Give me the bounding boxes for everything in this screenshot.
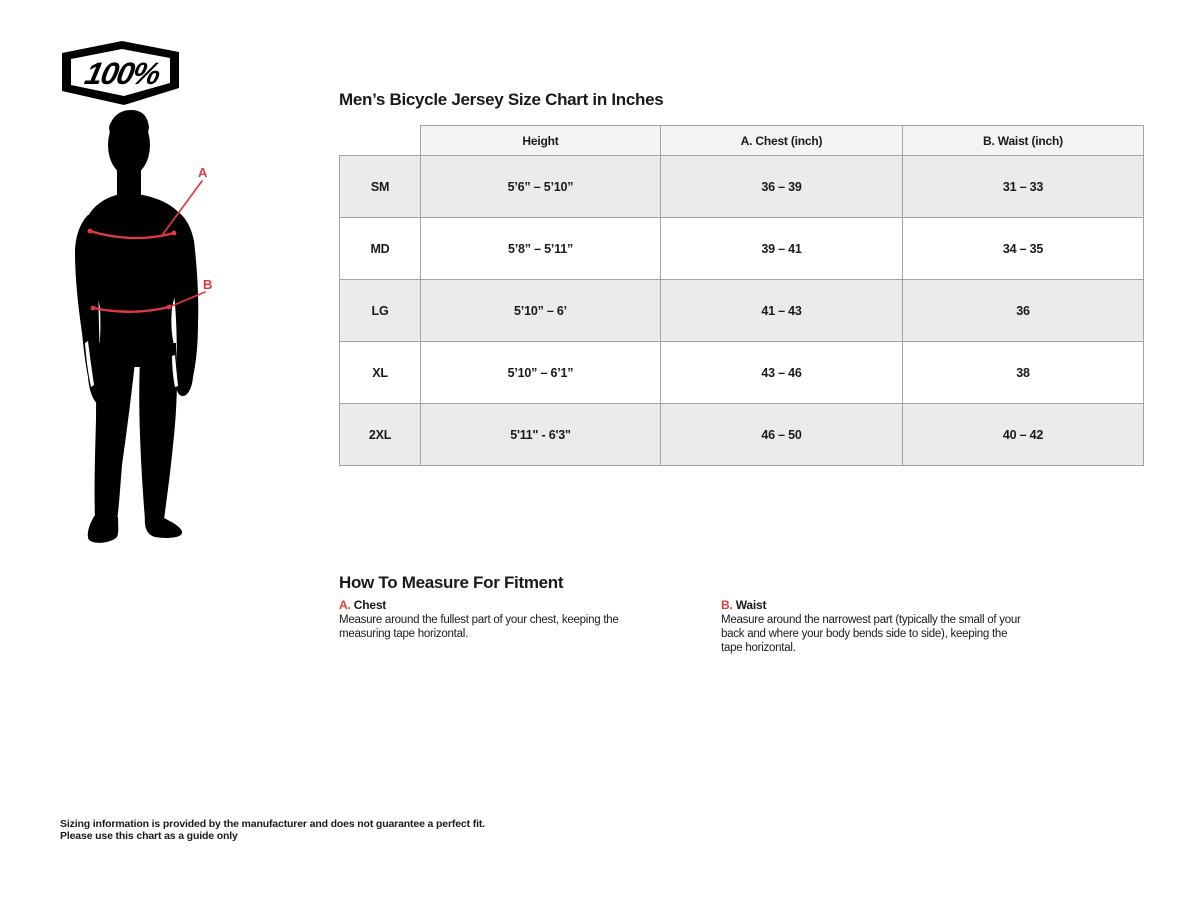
male-silhouette-illustration — [55, 105, 220, 550]
table-row-lg — [340, 280, 1144, 342]
brand-logo — [58, 38, 183, 108]
measure-section-heading: How To Measure For Fitment — [339, 573, 564, 592]
chest-value: 46 – 50 — [661, 404, 903, 466]
measure-description-waist: Measure around the narrowest part (typically the small of your back and where your body bends side to side), keeping the tape horizontal. — [721, 614, 1021, 654]
size-label: SM — [340, 156, 421, 218]
size-label: LG — [340, 280, 421, 342]
height-value: 5'11" - 6'3" — [421, 404, 661, 466]
column-header-waist: B. Waist (inch) — [903, 126, 1144, 156]
size-table-header-row — [340, 126, 1144, 156]
size-label: XL — [340, 342, 421, 404]
chest-value: 36 – 39 — [661, 156, 903, 218]
figure-label-b: B — [203, 277, 213, 292]
waist-value: 34 – 35 — [903, 218, 1144, 280]
table-row-2xl — [340, 404, 1144, 466]
size-label: MD — [340, 218, 421, 280]
figure-label-a: A — [198, 165, 208, 180]
size-label: 2XL — [340, 404, 421, 466]
size-table-container — [339, 125, 1144, 466]
page-title: Men’s Bicycle Jersey Size Chart in Inches — [339, 90, 664, 109]
table-row-md — [340, 218, 1144, 280]
measurement-figure — [55, 105, 220, 550]
disclaimer-line-2: Please use this chart as a guide only — [60, 830, 238, 842]
size-table-corner-cell — [340, 126, 421, 156]
column-header-height: Height — [421, 126, 661, 156]
brand-logo-icon — [58, 38, 183, 108]
height-value: 5’10” – 6’1” — [421, 342, 661, 404]
height-value: 5’6” – 5’10” — [421, 156, 661, 218]
waist-value: 36 — [903, 280, 1144, 342]
male-silhouette — [75, 110, 198, 543]
measure-key-b: B. — [721, 598, 733, 612]
measure-item-waist — [721, 598, 1031, 655]
measure-item-chest — [339, 598, 649, 641]
waist-value: 31 – 33 — [903, 156, 1144, 218]
measure-name-waist: Waist — [735, 598, 767, 612]
chest-value: 41 – 43 — [661, 280, 903, 342]
height-value: 5’10” – 6’ — [421, 280, 661, 342]
measure-description-chest: Measure around the fullest part of your chest, keeping the measuring tape horizontal. — [339, 614, 619, 640]
brand-logo-text: 100% — [81, 56, 163, 91]
waist-value: 40 – 42 — [903, 404, 1144, 466]
measure-key-a: A. — [339, 598, 351, 612]
measure-item-waist-label — [721, 598, 1031, 612]
sizing-disclaimer — [60, 818, 485, 842]
measure-item-chest-label — [339, 598, 649, 612]
height-value: 5’8” – 5’11” — [421, 218, 661, 280]
table-row-xl — [340, 342, 1144, 404]
disclaimer-line-1: Sizing information is provided by the manufacturer and does not guarantee a perfect fit. — [60, 818, 485, 830]
chest-value: 39 – 41 — [661, 218, 903, 280]
column-header-chest: A. Chest (inch) — [661, 126, 903, 156]
table-row-sm — [340, 156, 1144, 218]
waist-value: 38 — [903, 342, 1144, 404]
measure-name-chest: Chest — [353, 598, 387, 612]
size-table — [339, 125, 1144, 466]
chest-value: 43 – 46 — [661, 342, 903, 404]
